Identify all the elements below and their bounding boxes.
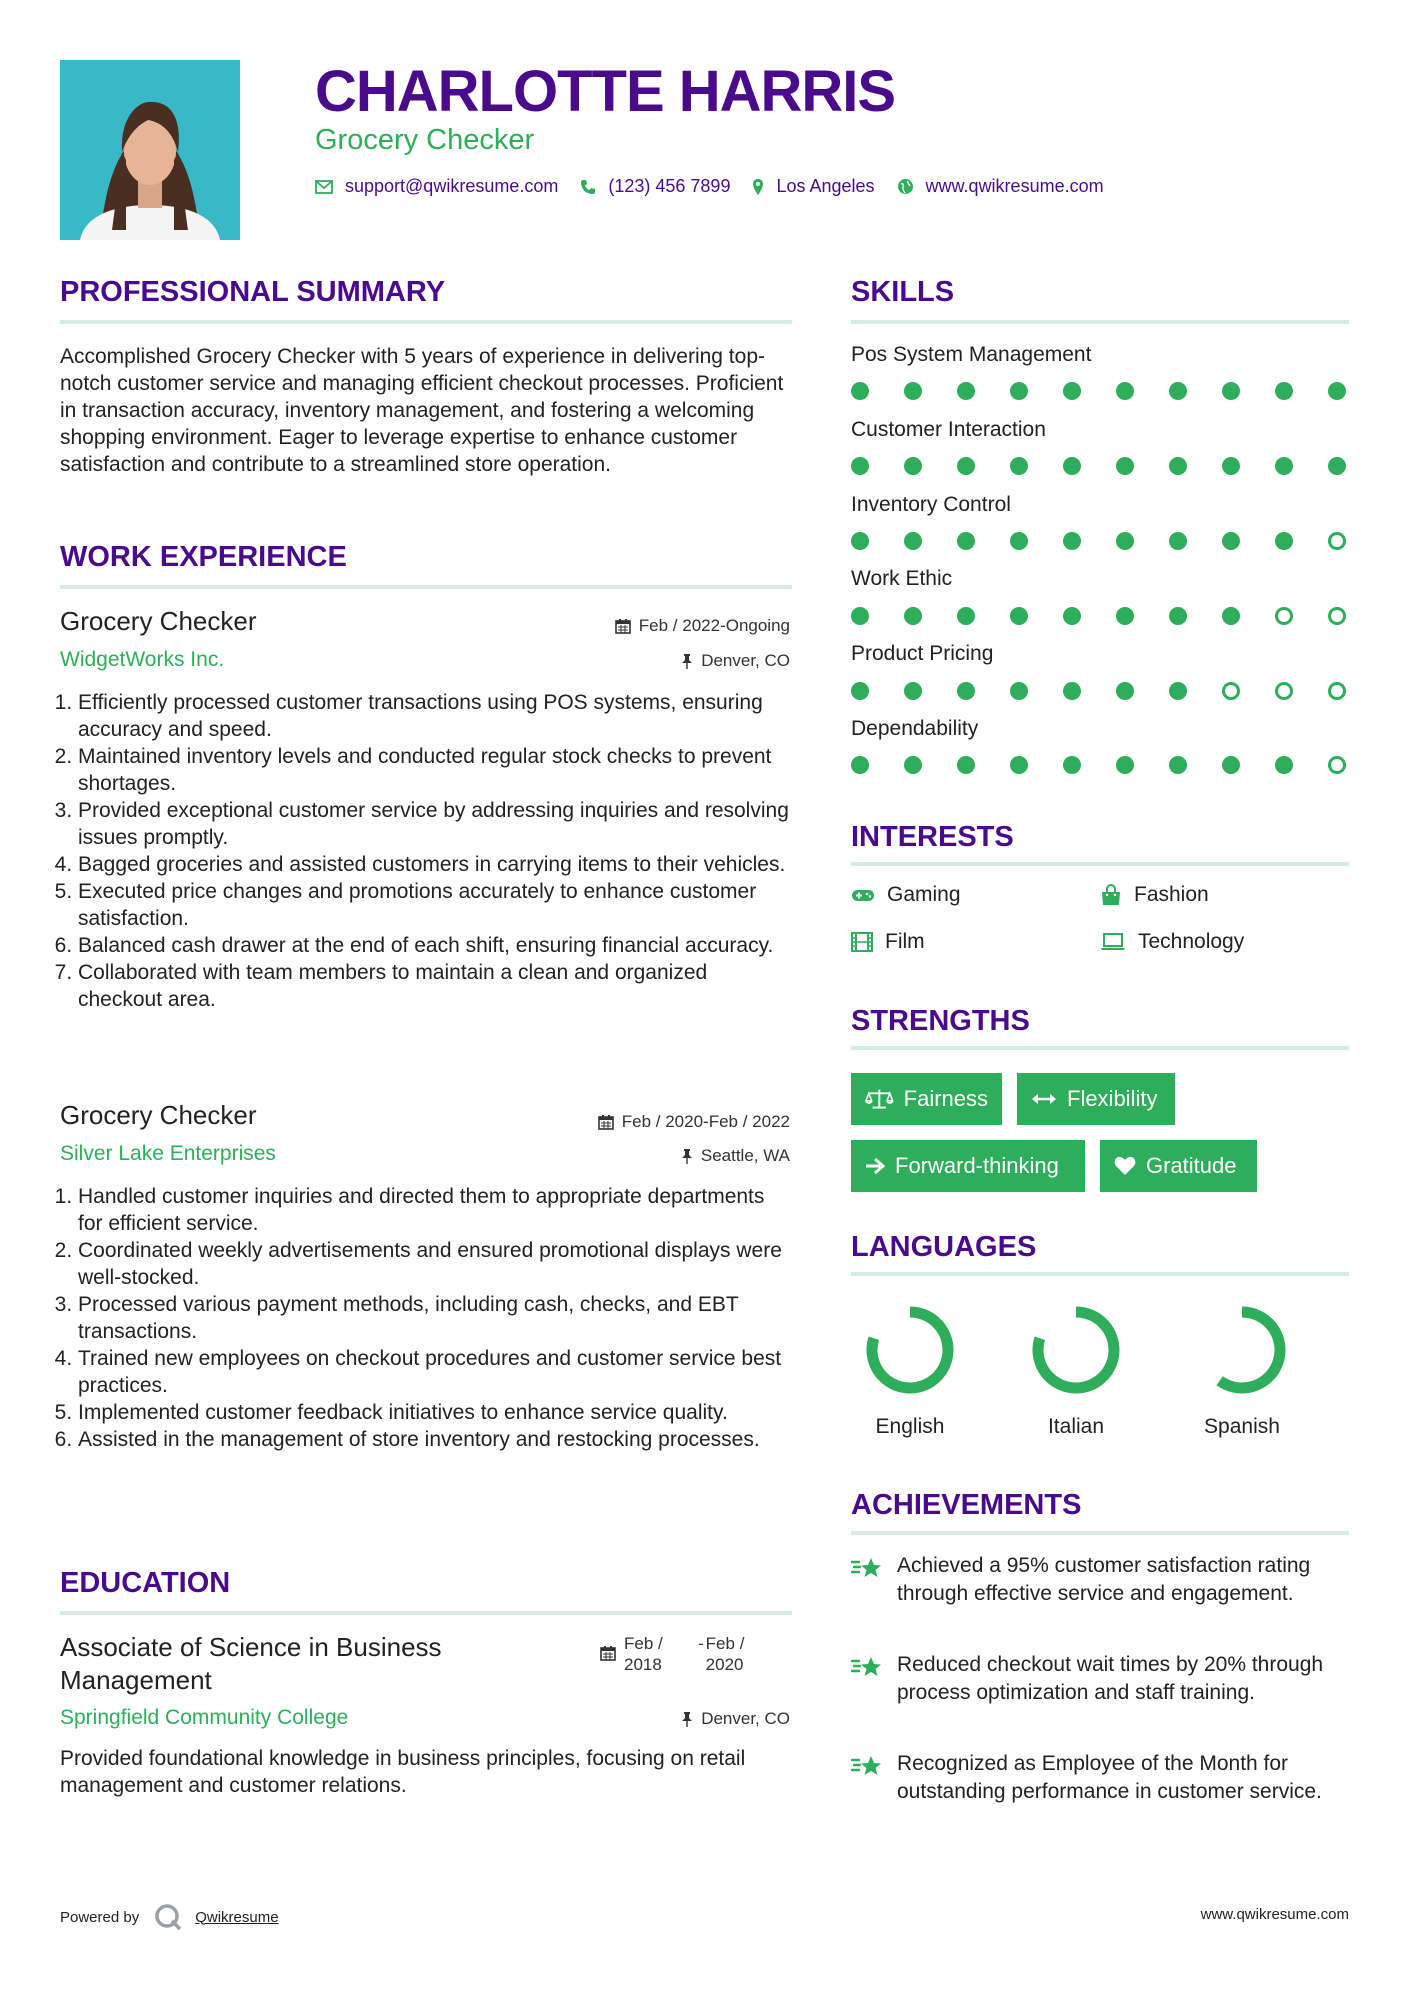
skill-dot-filled <box>1116 457 1134 475</box>
skill-dot-filled <box>1063 756 1081 774</box>
skill-dot-filled <box>851 682 869 700</box>
list-item: 4. Trained new employees on checkout procedures and customer service best practices. <box>78 1345 790 1399</box>
contact-email[interactable] <box>315 176 558 197</box>
shooting-star-icon <box>851 1752 883 1780</box>
skill-dot-filled <box>851 756 869 774</box>
interest-item <box>851 883 961 907</box>
language-level-arc <box>1220 1312 1280 1388</box>
job-bullets <box>60 1183 790 1453</box>
list-item: 5. Executed price changes and promotions accurately to enhance customer satisfaction. <box>78 878 790 932</box>
language-name: Spanish <box>1204 1415 1280 1438</box>
summary-heading: PROFESSIONAL SUMMARY <box>60 276 446 308</box>
skill-dot-filled <box>904 382 922 400</box>
language-ring <box>1182 1300 1302 1400</box>
interest-label: Film <box>885 930 925 953</box>
languages-heading: LANGUAGES <box>851 1231 1037 1263</box>
calendar-icon <box>598 1114 614 1130</box>
calendar-icon <box>615 618 631 634</box>
website-text: www.qwikresume.com <box>925 176 1104 196</box>
education-location <box>681 1709 790 1729</box>
shooting-star-icon <box>851 1554 883 1582</box>
skill-dot-filled <box>1222 532 1240 550</box>
strength-label: Fairness <box>903 1086 988 1111</box>
education-dates <box>600 1633 758 1675</box>
list-item: 4. Bagged groceries and assisted customers in carrying items to their vehicles. <box>78 851 790 878</box>
laptop-icon <box>1100 933 1126 951</box>
degree-title: Associate of Science in Business Management <box>60 1632 442 1695</box>
strengths-heading: STRENGTHS <box>851 1005 1030 1037</box>
strength-label: Gratitude <box>1146 1153 1237 1178</box>
language-item <box>1016 1300 1136 1439</box>
skill-dot-filled <box>1169 382 1187 400</box>
strength-tag <box>1100 1140 1257 1192</box>
skill-dot-filled <box>1116 382 1134 400</box>
achievements-heading: ACHIEVEMENTS <box>851 1489 1082 1521</box>
language-level-arc <box>872 1312 948 1388</box>
language-ring <box>850 1300 970 1400</box>
skill-dot-filled <box>1275 457 1293 475</box>
interest-label: Fashion <box>1134 883 1209 906</box>
strength-tag <box>851 1140 1085 1192</box>
shooting-star-icon <box>851 1653 883 1681</box>
contact-phone[interactable] <box>580 176 730 197</box>
interest-item <box>851 930 925 954</box>
map-pin-icon <box>752 178 764 196</box>
date-separator: - <box>698 1634 704 1653</box>
interest-label: Gaming <box>887 883 961 906</box>
arrow-right-icon <box>865 1157 885 1175</box>
interest-item <box>1100 930 1244 954</box>
skill-dot-empty <box>1328 682 1346 700</box>
pushpin-icon <box>681 653 693 669</box>
skill-dot-empty <box>1328 532 1346 550</box>
skill-name: Dependability <box>851 717 979 740</box>
skill-dot-filled <box>1010 457 1028 475</box>
skill-dot-filled <box>851 382 869 400</box>
language-level-arc <box>1038 1312 1114 1388</box>
skill-dot-filled <box>904 682 922 700</box>
skill-dot-filled <box>1063 382 1081 400</box>
list-item: 3. Provided exceptional customer service by addressing inquiries and resolving issues promptly. <box>78 797 790 851</box>
arrows-horizontal-icon <box>1031 1092 1057 1106</box>
skill-dot-empty <box>1328 607 1346 625</box>
skill-dot-filled <box>851 457 869 475</box>
shopping-bag-icon <box>1100 884 1122 906</box>
contact-bar <box>315 176 1126 197</box>
list-item: 6. Assisted in the management of store inventory and restocking processes. <box>78 1426 790 1453</box>
gamepad-icon <box>851 887 875 903</box>
achievement-item <box>851 1651 1351 1707</box>
job-location-text: Seattle, WA <box>700 1146 790 1165</box>
skill-dot-filled <box>1116 682 1134 700</box>
list-item: 5. Implemented customer feedback initiatives to enhance service quality. <box>78 1399 790 1426</box>
language-item <box>1182 1300 1302 1439</box>
section-divider <box>851 862 1349 866</box>
skill-name: Customer Interaction <box>851 418 1046 441</box>
language-name: Italian <box>1047 1415 1105 1438</box>
job-location-text: Denver, CO <box>701 651 790 670</box>
list-item: 1. Efficiently processed customer transactions using POS systems, ensuring accuracy and speed. <box>78 689 790 743</box>
education-description: Provided foundational knowledge in business principles, focusing on retail management and customer relations. <box>60 1747 746 1797</box>
job-location <box>681 651 790 671</box>
skill-rating <box>851 682 1351 704</box>
list-item: 6. Balanced cash drawer at the end of each shift, ensuring financial accuracy. <box>78 932 790 959</box>
interest-label: Technology <box>1138 930 1245 953</box>
skill-dot-filled <box>1063 457 1081 475</box>
skill-dot-filled <box>1328 457 1346 475</box>
section-divider <box>851 1531 1349 1535</box>
section-divider <box>851 1046 1349 1050</box>
skill-rating <box>851 457 1351 479</box>
skill-dot-filled <box>1169 532 1187 550</box>
job-dates-text: Feb / 2022-Ongoing <box>638 616 790 635</box>
skill-dot-filled <box>1063 532 1081 550</box>
powered-by-text: Powered by <box>60 1908 140 1926</box>
skill-dot-filled <box>957 607 975 625</box>
candidate-name: CHARLOTTE HARRIS <box>315 59 896 124</box>
language-item <box>850 1300 970 1439</box>
skill-dot-filled <box>1116 532 1134 550</box>
skill-dot-filled <box>1222 756 1240 774</box>
skill-dot-empty <box>1328 756 1346 774</box>
skill-dot-empty <box>1275 682 1293 700</box>
skill-dot-filled <box>1169 682 1187 700</box>
skill-dot-filled <box>904 457 922 475</box>
contact-location <box>752 176 874 197</box>
skill-dot-filled <box>1169 756 1187 774</box>
strength-label: Forward-thinking <box>895 1153 1059 1178</box>
achievement-text: Recognized as Employee of the Month for outstanding performance in customer service. <box>897 1752 1322 1803</box>
skill-rating <box>851 756 1351 778</box>
education-end: Feb / 2020 <box>705 1634 745 1674</box>
skill-dot-filled <box>1222 607 1240 625</box>
summary-text: Accomplished Grocery Checker with 5 years of experience in delivering top-notch customer service and managing efficient checkout processes. Proficient in transaction accuracy, inventory management, and fostering a welcoming shopping environment. Eager to leverage expertise to enhance customer satisfaction and contribute to a streamlined store operation. <box>60 345 784 476</box>
skill-name: Work Ethic <box>851 567 953 590</box>
skill-name: Inventory Control <box>851 493 1011 516</box>
achievement-text: Achieved a 95% customer satisfaction rating through effective service and engagement. <box>897 1554 1311 1605</box>
list-item: 3. Processed various payment methods, including cash, checks, and EBT transactions. <box>78 1291 790 1345</box>
skill-dot-filled <box>957 532 975 550</box>
skill-dot-filled <box>1010 382 1028 400</box>
skill-dot-filled <box>1116 756 1134 774</box>
section-divider <box>851 320 1349 324</box>
skill-rating <box>851 382 1351 404</box>
skill-rating <box>851 607 1351 629</box>
phone-icon <box>580 179 596 195</box>
footer-site[interactable]: www.qwikresume.com <box>1200 1906 1349 1923</box>
skill-dot-filled <box>904 532 922 550</box>
skill-dot-filled <box>957 756 975 774</box>
contact-website[interactable] <box>897 176 1104 197</box>
skill-dot-filled <box>851 607 869 625</box>
footer-branding <box>60 1902 279 1932</box>
skill-name: Pos System Management <box>851 343 1092 366</box>
skill-dot-filled <box>851 532 869 550</box>
skill-dot-filled <box>1222 457 1240 475</box>
skill-dot-filled <box>904 756 922 774</box>
skill-dot-filled <box>1169 607 1187 625</box>
skill-dot-filled <box>1010 682 1028 700</box>
job-title: Grocery Checker <box>60 1100 257 1130</box>
job-location <box>681 1146 790 1166</box>
calendar-icon <box>600 1645 616 1661</box>
job-dates <box>615 616 790 636</box>
skill-name: Product Pricing <box>851 642 994 665</box>
brand-link[interactable]: Qwikresume <box>195 1908 279 1926</box>
section-divider <box>60 1611 792 1615</box>
company-name: Silver Lake Enterprises <box>60 1142 276 1165</box>
skill-dot-filled <box>1275 756 1293 774</box>
pushpin-icon <box>681 1148 693 1164</box>
school-name: Springfield Community College <box>60 1706 349 1729</box>
phone-text: (123) 456 7899 <box>608 176 731 196</box>
language-name: English <box>875 1415 945 1438</box>
email-text: support@qwikresume.com <box>345 176 559 196</box>
job-title: Grocery Checker <box>60 606 257 636</box>
skill-dot-filled <box>1328 382 1346 400</box>
skills-heading: SKILLS <box>851 276 955 308</box>
interests-heading: INTERESTS <box>851 821 1014 853</box>
achievement-text: Reduced checkout wait times by 20% through process optimization and staff training. <box>897 1653 1324 1704</box>
work-heading: WORK EXPERIENCE <box>60 541 347 573</box>
list-item: 1. Handled customer inquiries and directed them to appropriate departments for efficient service. <box>78 1183 790 1237</box>
balance-scale-icon <box>865 1087 894 1111</box>
education-location-text: Denver, CO <box>701 1709 790 1728</box>
location-text: Los Angeles <box>776 176 875 196</box>
job-bullets <box>60 689 790 1013</box>
skill-dot-filled <box>1275 382 1293 400</box>
education-start: Feb / 2018 <box>624 1634 663 1674</box>
skill-dot-empty <box>1222 682 1240 700</box>
list-item: 2. Coordinated weekly advertisements and ensured promotional displays were well-stocked. <box>78 1237 790 1291</box>
skill-dot-filled <box>1010 607 1028 625</box>
section-divider <box>60 320 792 324</box>
skill-dot-filled <box>1116 607 1134 625</box>
list-item: 2. Maintained inventory levels and conducted regular stock checks to prevent shortages. <box>78 743 790 797</box>
strength-tag <box>851 1073 1002 1125</box>
section-divider <box>60 585 792 589</box>
skill-dot-empty <box>1275 607 1293 625</box>
skill-dot-filled <box>1169 457 1187 475</box>
education-heading: EDUCATION <box>60 1567 231 1599</box>
list-item: 7. Collaborated with team members to maintain a clean and organized checkout area. <box>78 959 790 1013</box>
skill-dot-filled <box>1275 532 1293 550</box>
strength-tag <box>1017 1073 1175 1125</box>
skill-dot-filled <box>1010 532 1028 550</box>
skill-dot-filled <box>1063 607 1081 625</box>
profile-photo <box>60 60 240 240</box>
pushpin-icon <box>681 1711 693 1727</box>
heart-icon <box>1114 1156 1136 1176</box>
skill-dot-filled <box>1222 382 1240 400</box>
qwikresume-logo-icon <box>153 1902 183 1932</box>
company-name: WidgetWorks Inc. <box>60 648 225 671</box>
skill-dot-filled <box>1010 756 1028 774</box>
skill-dot-filled <box>1063 682 1081 700</box>
achievement-item <box>851 1750 1351 1806</box>
skill-dot-filled <box>957 382 975 400</box>
skill-rating <box>851 532 1351 554</box>
globe-icon <box>897 178 914 195</box>
candidate-role: Grocery Checker <box>315 124 535 156</box>
achievement-item <box>851 1552 1351 1608</box>
section-divider <box>851 1272 1349 1276</box>
interest-item <box>1100 883 1209 907</box>
job-dates <box>598 1112 790 1132</box>
skill-dot-filled <box>957 457 975 475</box>
skill-dot-filled <box>904 607 922 625</box>
language-ring <box>1016 1300 1136 1400</box>
job-dates-text: Feb / 2020-Feb / 2022 <box>621 1112 790 1131</box>
skill-dot-filled <box>957 682 975 700</box>
strength-label: Flexibility <box>1067 1086 1158 1111</box>
film-icon <box>851 932 873 952</box>
envelope-icon <box>315 180 333 194</box>
